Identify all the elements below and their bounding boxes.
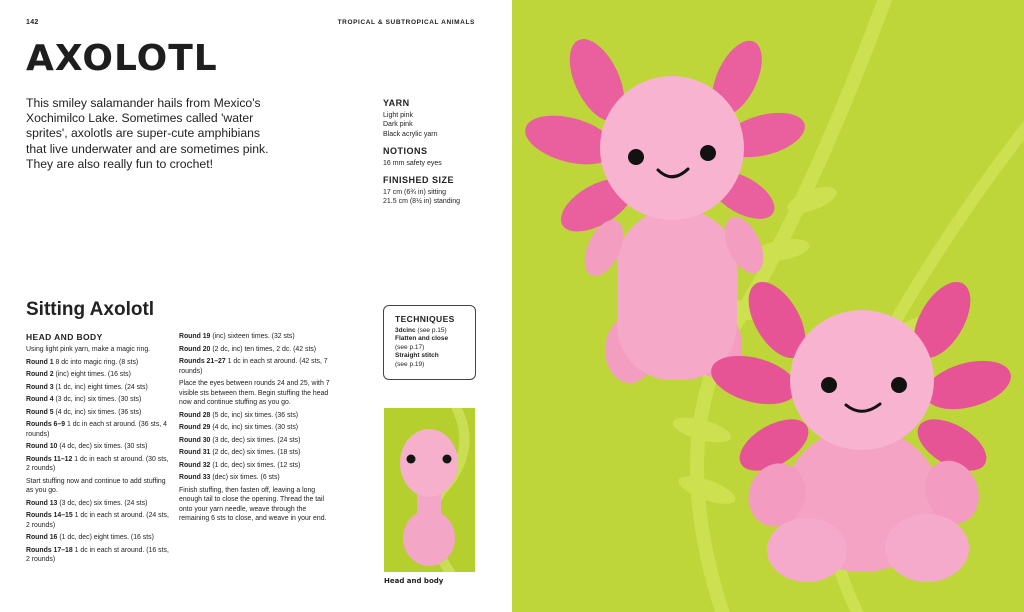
pattern-line-text: (inc) eight times. (16 sts) [53, 371, 131, 378]
pattern-line-label: Rounds 6–9 [26, 421, 66, 428]
axolotl-photo [512, 0, 1024, 612]
pattern-line-text: 1 dc in each st around. (42 sts, 7 rounds) [179, 358, 328, 375]
technique-line [395, 361, 475, 369]
pattern-line-label: Rounds 11–12 [26, 455, 73, 463]
pattern-line [26, 533, 174, 543]
photo-caption: Head and body [384, 577, 444, 585]
pattern-line-label: Round 31 [179, 449, 211, 456]
pattern-line-text: Finish stuffing, then fasten off, leaving a long enough tail to close the opening. Thread the tail onto your yarn needle, weave through the remaining 6 sts to close, and weave in your end. [179, 486, 327, 522]
pattern-line [26, 370, 174, 380]
pattern-line-text: Place the eyes between rounds 24 and 25, with 7 visible sts between them. Begin stuffing the head now and continue stuffing as you go. [179, 380, 330, 406]
head-and-body-photo [384, 408, 475, 572]
pattern-line-text: Using light pink yarn, make a magic ring. [26, 346, 151, 353]
technique-line-label: Straight stitch [395, 352, 439, 360]
pattern-line-label: Round 1 [26, 358, 54, 366]
notions-heading: NOTIONS [383, 145, 428, 156]
technique-line [395, 352, 475, 360]
pattern-line [179, 461, 331, 471]
yarn-line: Black acrylic yarn [383, 130, 438, 138]
size-block [383, 175, 498, 207]
pattern-line [26, 546, 174, 565]
yarn-heading: YARN [383, 98, 410, 108]
pattern-line-label: Rounds 21–27 [179, 358, 226, 365]
pattern-line [26, 358, 174, 368]
pattern-line-label: Round 10 [26, 443, 58, 450]
pattern-line-text: (4 dc, dec) six times. (30 sts) [57, 443, 148, 450]
pattern-line-label: Round 33 [179, 474, 211, 481]
technique-line [395, 327, 475, 335]
notions-line: 16 mm safety eyes [383, 159, 442, 167]
pattern-line [179, 486, 331, 524]
pattern-line-text: (inc) sixteen times. (32 sts) [210, 333, 295, 340]
pattern-line [179, 379, 331, 408]
pattern-line [179, 411, 331, 421]
technique-line [395, 344, 475, 352]
page-title: AXOLOTL [26, 38, 218, 79]
pattern-line [26, 420, 174, 439]
section-title: TROPICAL & SUBTROPICAL ANIMALS [337, 19, 475, 26]
pattern-line [26, 442, 174, 452]
techniques-heading: TECHNIQUES [395, 314, 455, 324]
pattern-line-label: Round 4 [26, 396, 54, 403]
size-line: 21.5 cm (8½ in) standing [383, 198, 461, 206]
pattern-line [179, 473, 331, 483]
technique-line-text: (see p.19) [395, 360, 425, 368]
pattern-line-label: Round 19 [179, 333, 211, 340]
technique-line-text: (see p.17) [395, 343, 425, 351]
notions-block [383, 146, 498, 168]
pattern-line-text: 1 dc in each st around. (24 sts, 2 rounds) [26, 512, 169, 529]
size-line: 17 cm (6¾ in) sitting [383, 189, 447, 197]
yarn-block [383, 98, 498, 139]
size-heading: FINISHED SIZE [383, 175, 455, 186]
pattern-line [26, 455, 174, 474]
pattern-line [26, 395, 174, 405]
pattern-line [179, 436, 331, 446]
pattern-line-text: (4 dc, inc) six times. (36 sts) [53, 408, 142, 416]
technique-line-label: 3dcinc [395, 327, 416, 334]
pattern-line-text: (3 dc, dec) six times. (24 sts) [210, 436, 301, 444]
pattern-column-1 [26, 332, 174, 568]
pattern-line [26, 408, 174, 418]
yarn-line: Light pink [383, 112, 413, 119]
pattern-line-text: 1 dc in each st around. (36 sts, 4 rounds) [26, 421, 167, 438]
pattern-line-text: (2 dc, dec) six times. (18 sts) [210, 449, 301, 456]
pattern-line-text: (2 dc, inc) ten times, 2 dc. (42 sts) [210, 345, 317, 353]
pattern-line-text: (dec) six times. (6 sts) [210, 474, 280, 481]
pattern-line [179, 332, 331, 342]
pattern-line-text: (3 dc, dec) six times. (24 sts) [57, 499, 148, 507]
pattern-column-2 [179, 332, 331, 527]
pattern-line-label: Rounds 17–18 [26, 546, 73, 554]
pattern-line-label: Round 16 [26, 534, 58, 541]
pattern-line-text: (4 dc, inc) six times. (30 sts) [210, 424, 299, 431]
pattern-line [179, 448, 331, 458]
page-number: 142 [26, 19, 39, 26]
pattern-line [179, 357, 331, 376]
pattern-line-label: Round 29 [179, 424, 211, 431]
pattern-title: Sitting Axolotl [26, 299, 155, 320]
pattern-line-label: Round 5 [26, 408, 54, 416]
yarn-line: Dark pink [383, 121, 413, 129]
pattern-line [26, 345, 174, 355]
pattern-line [179, 345, 331, 355]
pattern-line [179, 423, 331, 433]
pattern-line [26, 477, 174, 496]
pattern-line-label: Round 28 [179, 411, 211, 419]
pattern-line-label: Round 20 [179, 345, 211, 353]
intro-paragraph: This smiley salamander hails from Mexico's Xochimilco Lake. Sometimes called 'water sprites', axolotls are super-cute amphibians that live underwater and are sometimes pink. They are also really fun to crochet! [26, 96, 269, 171]
pattern-line-text: Start stuffing now and continue to add stuffing as you go. [26, 477, 166, 494]
pattern-line-text: 1 dc in each st around. (30 sts, 2 rounds) [26, 455, 169, 472]
technique-line-text: (see p.15) [415, 327, 447, 334]
pattern-line-text: (1 dc, dec) eight times. (16 sts) [57, 534, 154, 541]
pattern-line-label: Round 2 [26, 371, 54, 378]
pattern-line-label: Round 32 [179, 461, 211, 469]
pattern-line-label: Round 3 [26, 383, 54, 391]
pattern-line-label: Rounds 14–15 [26, 512, 73, 519]
pattern-line-text: (5 dc, inc) six times. (36 sts) [210, 411, 299, 419]
pattern-line-text: (1 dc, dec) six times. (12 sts) [210, 461, 301, 469]
pattern-line-label: Round 13 [26, 499, 58, 507]
pattern-line-text: 1 dc in each st around. (16 sts, 2 rounds) [26, 546, 169, 563]
pattern-line-label: Round 30 [179, 436, 211, 444]
technique-line [395, 335, 475, 343]
pattern-line-text: 8 dc into magic ring. (8 sts) [53, 358, 139, 366]
materials-panel [383, 98, 498, 214]
technique-line-label: Flatten and close [395, 335, 449, 343]
pattern-line-text: (1 dc, inc) eight times. (24 sts) [53, 383, 148, 391]
pattern-line-text: (3 dc, inc) six times. (30 sts) [53, 396, 142, 403]
pattern-line [26, 499, 174, 509]
pattern-line [26, 383, 174, 393]
pattern-heading: HEAD AND BODY [26, 332, 103, 342]
techniques-box [383, 305, 476, 380]
pattern-line [26, 511, 174, 530]
